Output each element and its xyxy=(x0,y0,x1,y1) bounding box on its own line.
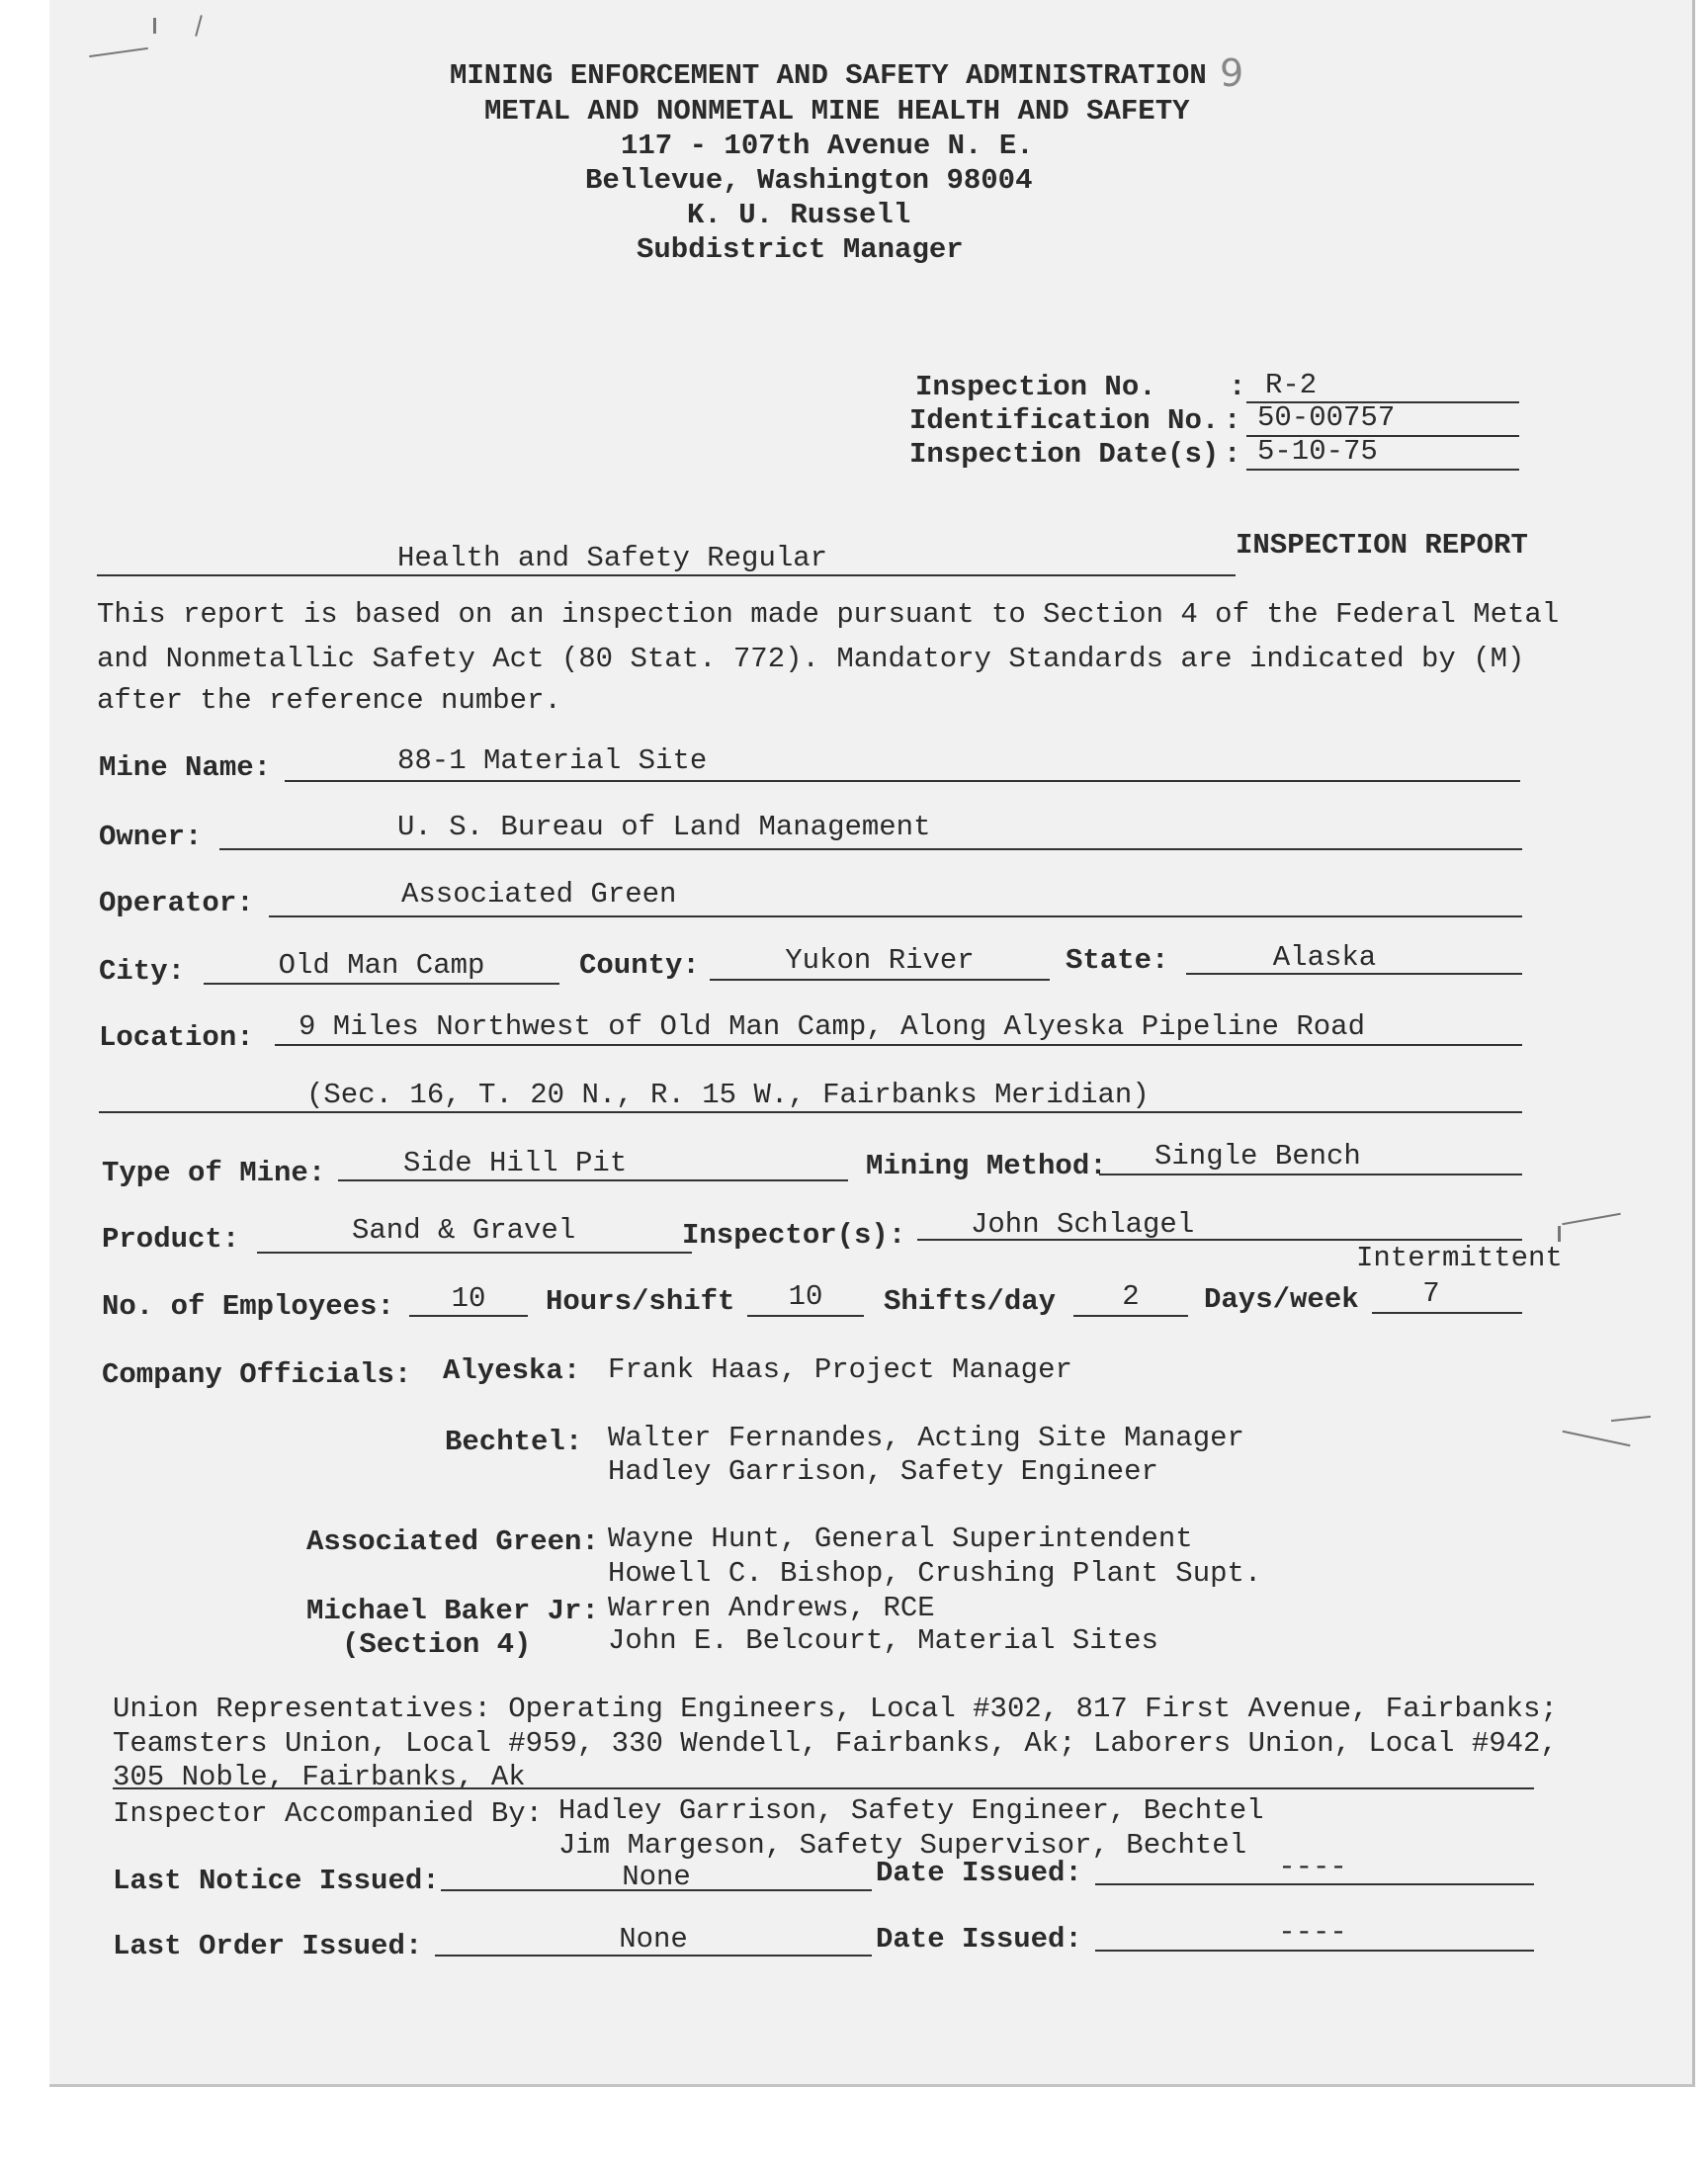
mine-name-value: 88-1 Material Site xyxy=(397,744,708,777)
inspection-no-label: Inspection No. xyxy=(915,371,1156,403)
alyeska-label: Alyeska: xyxy=(443,1354,581,1387)
report-title: INSPECTION REPORT xyxy=(1236,529,1528,562)
union-line-3: 305 Noble, Fairbanks, Ak xyxy=(113,1761,526,1793)
employees-value: 10 xyxy=(451,1282,486,1315)
product-line xyxy=(257,1252,692,1254)
michael-baker-section: (Section 4) xyxy=(342,1628,532,1661)
intro-line-2: and Nonmetallic Safety Act (80 Stat. 772). Mandatory Standards are indicated by (M) xyxy=(97,643,1525,675)
notice-date-value: ---- xyxy=(1278,1851,1347,1883)
location-label: Location: xyxy=(99,1021,254,1054)
order-date-label: Date Issued: xyxy=(876,1923,1082,1956)
notice-date-label: Date Issued: xyxy=(876,1857,1082,1889)
location-line-1 xyxy=(275,1044,1522,1046)
mine-name-line xyxy=(285,780,1520,782)
union-underline xyxy=(113,1787,1534,1789)
header-division: METAL AND NONMETAL MINE HEALTH AND SAFETY xyxy=(484,95,1190,128)
hours-value: 10 xyxy=(788,1280,823,1313)
inspection-no-value: R-2 xyxy=(1265,369,1318,401)
days-value: 7 xyxy=(1422,1277,1440,1310)
scan-mark xyxy=(1563,1431,1631,1447)
days-line xyxy=(1372,1312,1522,1314)
associated-green-official-2: Howell C. Bishop, Crushing Plant Supt. xyxy=(608,1557,1262,1590)
state-label: State: xyxy=(1066,944,1169,977)
scan-mark xyxy=(195,15,203,37)
intro-line-3: after the reference number. xyxy=(97,684,561,717)
last-notice-label: Last Notice Issued: xyxy=(113,1865,440,1897)
bechtel-label: Bechtel: xyxy=(445,1426,583,1458)
order-date-value: ---- xyxy=(1278,1916,1347,1949)
scan-mark xyxy=(89,47,148,57)
shifts-value: 2 xyxy=(1122,1280,1140,1313)
accompanied-person-1: Hadley Garrison, Safety Engineer, Bechtel xyxy=(558,1794,1264,1827)
document-page xyxy=(49,0,1695,2087)
days-note: Intermittent xyxy=(1356,1242,1563,1274)
page-number-mark: 9 xyxy=(1220,51,1244,95)
inspector-value: John Schlagel xyxy=(971,1208,1195,1241)
hours-line xyxy=(747,1315,864,1317)
michael-baker-official-1: Warren Andrews, RCE xyxy=(608,1592,935,1624)
header-manager-name: K. U. Russell xyxy=(687,199,911,231)
bechtel-official-2: Hadley Garrison, Safety Engineer xyxy=(608,1455,1158,1488)
operator-value: Associated Green xyxy=(401,878,677,911)
header-manager-title: Subdistrict Manager xyxy=(637,233,964,266)
intro-line-1: This report is based on an inspection made pursuant to Section 4 of the Federal Metal xyxy=(97,598,1560,631)
michael-baker-label: Michael Baker Jr: xyxy=(306,1595,599,1627)
scan-mark xyxy=(1562,1213,1620,1225)
product-value: Sand & Gravel xyxy=(352,1214,576,1247)
inspection-date-colon: : xyxy=(1224,438,1241,471)
inspection-date-value: 5-10-75 xyxy=(1257,435,1378,468)
city-label: City: xyxy=(99,955,186,988)
county-value: Yukon River xyxy=(785,944,975,977)
county-line xyxy=(710,979,1050,981)
scan-mark xyxy=(153,18,156,34)
employees-label: No. of Employees: xyxy=(102,1290,394,1323)
alyeska-official-1: Frank Haas, Project Manager xyxy=(608,1353,1072,1386)
mining-method-line xyxy=(1099,1174,1522,1175)
operator-label: Operator: xyxy=(99,887,254,919)
product-label: Product: xyxy=(102,1223,240,1256)
county-label: County: xyxy=(579,949,700,982)
associated-green-label: Associated Green: xyxy=(306,1525,599,1558)
mining-method-value: Single Bench xyxy=(1154,1140,1361,1173)
state-value: Alaska xyxy=(1272,941,1377,974)
header-agency: MINING ENFORCEMENT AND SAFETY ADMINISTRATION xyxy=(450,59,1207,92)
union-line-2: Teamsters Union, Local #959, 330 Wendell, Fairbanks, Ak; Laborers Union, Local #942, xyxy=(113,1727,1558,1760)
scan-mark xyxy=(1611,1416,1651,1422)
mine-name-label: Mine Name: xyxy=(99,751,272,784)
shifts-label: Shifts/day xyxy=(884,1285,1057,1318)
hours-label: Hours/shift xyxy=(546,1285,735,1318)
associated-green-official-1: Wayne Hunt, General Superintendent xyxy=(608,1522,1193,1555)
header-city: Bellevue, Washington 98004 xyxy=(585,164,1033,197)
order-date-line xyxy=(1095,1950,1534,1952)
city-line xyxy=(204,983,559,985)
inspection-no-colon: : xyxy=(1229,371,1246,403)
location-value-2: (Sec. 16, T. 20 N., R. 15 W., Fairbanks Meridian) xyxy=(306,1079,1150,1111)
shifts-line xyxy=(1073,1315,1188,1317)
type-of-mine-value: Side Hill Pit xyxy=(403,1147,628,1179)
mining-method-label: Mining Method: xyxy=(866,1150,1107,1182)
scan-mark xyxy=(1558,1226,1561,1242)
identification-no-value: 50-00757 xyxy=(1257,401,1396,434)
operator-line xyxy=(269,915,1522,917)
accompanied-person-2: Jim Margeson, Safety Supervisor, Bechtel xyxy=(558,1829,1247,1862)
union-line-1: Union Representatives: Operating Engineers, Local #302, 817 First Avenue, Fairbanks; xyxy=(113,1693,1558,1725)
accompanied-label: Inspector Accompanied By: xyxy=(113,1797,544,1830)
last-order-value: None xyxy=(619,1923,688,1956)
identification-no-colon: : xyxy=(1224,404,1241,437)
michael-baker-official-2: John E. Belcourt, Material Sites xyxy=(608,1624,1158,1657)
last-order-label: Last Order Issued: xyxy=(113,1930,423,1962)
bechtel-official-1: Walter Fernandes, Acting Site Manager xyxy=(608,1422,1244,1454)
days-label: Days/week xyxy=(1204,1283,1359,1316)
city-value: Old Man Camp xyxy=(278,949,485,982)
officials-label: Company Officials: xyxy=(102,1358,412,1391)
report-type: Health and Safety Regular xyxy=(397,542,828,574)
inspector-label: Inspector(s): xyxy=(682,1219,906,1252)
type-of-mine-label: Type of Mine: xyxy=(102,1157,326,1189)
location-value-1: 9 Miles Northwest of Old Man Camp, Along Alyeska Pipeline Road xyxy=(299,1010,1365,1043)
owner-label: Owner: xyxy=(99,821,203,853)
header-address: 117 - 107th Avenue N. E. xyxy=(621,130,1034,162)
last-notice-value: None xyxy=(622,1861,691,1893)
identification-no-label: Identification No. xyxy=(909,404,1220,437)
inspection-date-line xyxy=(1246,469,1519,471)
inspection-date-label: Inspection Date(s) xyxy=(909,438,1220,471)
owner-line xyxy=(219,848,1522,850)
owner-value: U. S. Bureau of Land Management xyxy=(397,811,931,843)
